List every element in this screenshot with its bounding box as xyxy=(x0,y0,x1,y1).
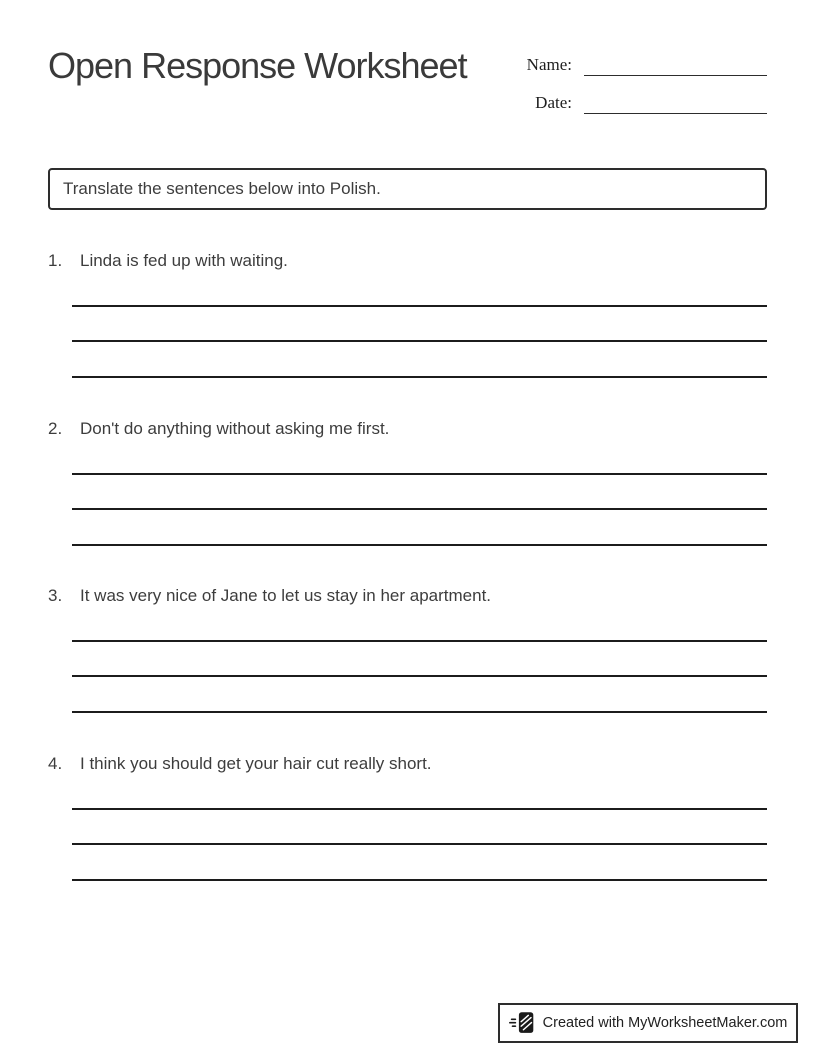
answer-line xyxy=(72,711,767,713)
answer-line xyxy=(72,843,767,845)
question-4-number: 4. xyxy=(48,754,63,773)
question-3-number: 3. xyxy=(48,586,63,605)
question-4 xyxy=(48,753,767,883)
question-3 xyxy=(48,585,767,715)
answer-line xyxy=(72,376,767,378)
answer-line xyxy=(72,808,767,810)
question-2-number: 2. xyxy=(48,419,63,438)
question-1-row xyxy=(48,250,767,272)
answer-line xyxy=(72,675,767,677)
question-3-row xyxy=(48,585,767,607)
question-2-row xyxy=(48,418,767,440)
page-title: Open Response Worksheet xyxy=(48,45,467,86)
date-fill-line xyxy=(584,87,767,114)
name-label: Name: xyxy=(526,55,572,74)
worksheetmaker-attribution-badge[interactable] xyxy=(498,1003,798,1043)
answer-line xyxy=(72,473,767,475)
answer-line xyxy=(72,305,767,307)
question-4-row xyxy=(48,753,767,775)
date-label: Date: xyxy=(535,93,572,112)
question-1 xyxy=(48,250,767,380)
date-row xyxy=(519,88,767,114)
answer-line xyxy=(72,340,767,342)
name-fill-line xyxy=(584,49,767,76)
name-row xyxy=(519,50,767,76)
instructions-text: Translate the sentences below into Polish. xyxy=(63,179,381,198)
name-date-block xyxy=(519,50,767,126)
question-3-text: It was very nice of Jane to let us stay in her apartment. xyxy=(80,586,492,605)
worksheetmaker-logo-icon xyxy=(509,1010,536,1036)
question-2-text: Don't do anything without asking me first. xyxy=(80,419,390,438)
answer-line xyxy=(72,879,767,881)
answer-line xyxy=(72,544,767,546)
question-2 xyxy=(48,418,767,548)
instructions-box xyxy=(48,168,767,210)
question-1-text: Linda is fed up with waiting. xyxy=(80,251,288,270)
badge-text: Created with MyWorksheetMaker.com xyxy=(542,1015,788,1031)
answer-line xyxy=(72,508,767,510)
question-1-number: 1. xyxy=(48,251,63,270)
question-4-text: I think you should get your hair cut really short. xyxy=(80,754,432,773)
answer-line xyxy=(72,640,767,642)
